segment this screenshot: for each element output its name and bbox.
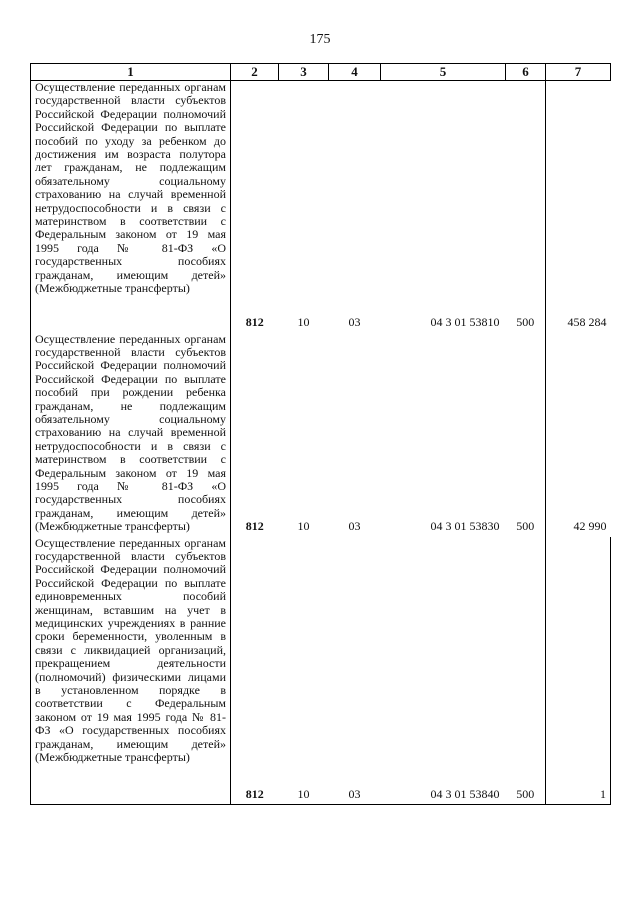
table-row (31, 81, 611, 333)
table-row (31, 537, 611, 805)
amount-value: 458 284 (546, 81, 611, 333)
header-row (31, 64, 611, 81)
column-header: 1 (31, 64, 231, 81)
subsection-code: 03 (329, 537, 381, 805)
expense-type-code: 500 (506, 537, 546, 805)
amount-value: 42 990 (546, 333, 611, 537)
expense-type-code: 500 (516, 519, 535, 534)
section-code: 10 (297, 519, 310, 534)
ministry-code: 812 (231, 537, 279, 805)
expense-type-code: 500 (516, 315, 535, 330)
amount-value: 1 (546, 537, 611, 805)
section-code: 10 (297, 315, 310, 330)
row-description: Осуществление переданных органам государственной власти субъектов Российской Федерации полномочий Российской Федерации по выплате пособий по уходу за ребенком до достижения им возраста полутора лет гражданам, не подлежащим обязательному социальному страхованию на случай временной нетрудоспособности и в связи с материнством в соответствии с Федеральным законом от 19 мая 1995 года № 81-ФЗ «О государственных пособиях гражданам, имеющим детей» (Межбюджетные трансферты) (31, 81, 231, 333)
budget-table (30, 63, 611, 805)
column-header: 5 (381, 64, 506, 81)
column-header: 6 (506, 64, 546, 81)
subsection-code: 03 (348, 315, 361, 330)
page-number: 175 (309, 32, 331, 47)
subsection-code: 03 (348, 519, 361, 534)
ministry-code: 812 (245, 315, 264, 330)
column-header: 2 (231, 64, 279, 81)
column-header: 3 (279, 64, 329, 81)
row-description: Осуществление переданных органам государственной власти субъектов Российской Федерации полномочий Российской Федерации по выплате единовременных пособий женщинам, вставшим на учет в медицинских учреждениях в ранние сроки беременности, уволенным в связи с ликвидацией организаций, прекращением деятельности (полномочий) физическими лицами в установленном порядке в соответствии с Федеральным законом от 19 мая 1995 года № 81-ФЗ «О государственных пособиях гражданам, имеющим детей» (Межбюджетные трансферты) (31, 537, 231, 805)
ministry-code: 812 (245, 519, 264, 534)
table-row (31, 333, 611, 537)
row-description: Осуществление переданных органам государственной власти субъектов Российской Федерации полномочий Российской Федерации по выплате пособий при рождении ребенка гражданам, не подлежащим обязательному социальному страхованию на случай временной нетрудоспособности и в связи с материнством в соответствии с Федеральным законом от 19 мая 1995 года № 81-ФЗ «О государственных пособиях гражданам, имеющим детей» (Межбюджетные трансферты) (31, 333, 231, 537)
section-code: 10 (279, 537, 329, 805)
target-article-code: 04 3 01 53830 (430, 519, 500, 534)
column-header: 7 (546, 64, 611, 81)
target-article-code: 04 3 01 53840 (381, 537, 506, 805)
column-header: 4 (329, 64, 381, 81)
target-article-code: 04 3 01 53810 (430, 315, 500, 330)
